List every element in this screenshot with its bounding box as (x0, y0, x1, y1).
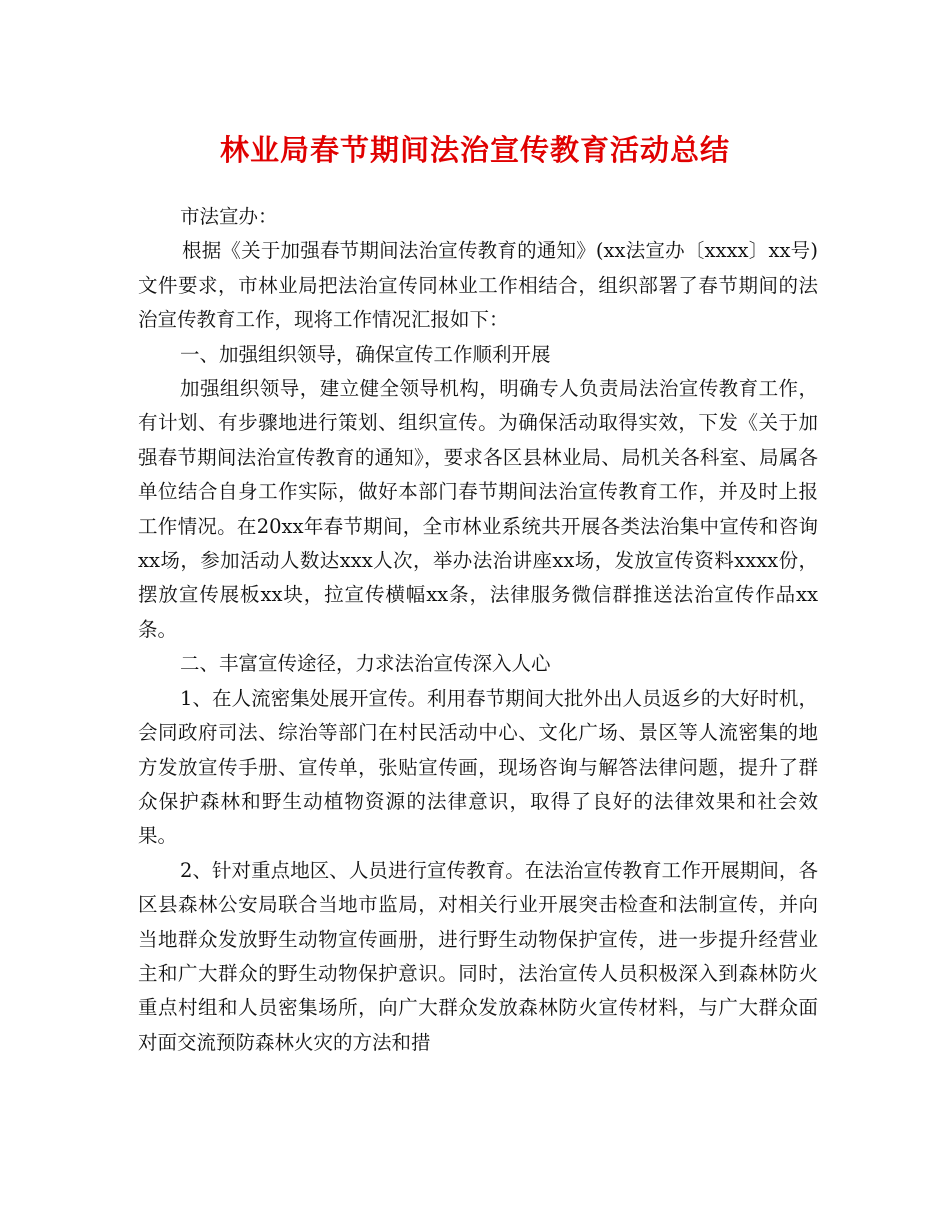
document-title: 林业局春节期间法治宣传教育活动总结 (219, 133, 730, 167)
section-heading-2: 二、丰富宣传途径，力求法治宣传深入人心 (180, 652, 551, 676)
salutation: 市法宣办： (180, 205, 278, 228)
document-body (138, 200, 818, 1060)
paragraph-item-1: 1、在人流密集处展开宣传。利用春节期间大批外出人员返乡的大好时机，会同政府司法、综治等部门在村民活动中心、文化广场、景区等人流密集的地方发放宣传手册、宣传单，张贴宣传画，现场咨询与解答法律问题，提升了群众保护森林和野生动植物资源的法律意识，取得了良好的法律效果和社会效果。 (138, 686, 818, 848)
paragraph-organization: 加强组织领导，建立健全领导机构，明确专人负责局法治宣传教育工作，有计划、有步骤地进行策划、组织宣传。为确保活动取得实效，下发《关于加强春节期间法治宣传教育的通知》，要求各区县林业局、局机关各科室、局属各单位结合自身工作实际，做好本部门春节期间法治宣传教育工作，并及时上报工作情况。在20xx年春节期间，全市林业系统共开展各类法治集中宣传和咨询xx场，参加活动人数达xxx人次，举办法治讲座xx场，发放宣传资料xxxx份，摆放宣传展板xx块，拉宣传横幅xx条，法律服务微信群推送法治宣传作品xx条。 (138, 377, 818, 641)
paragraph-intro: 根据《关于加强春节期间法治宣传教育的通知》(xx法宣办〔xxxx〕xx号)文件要求，市林业局把法治宣传同林业工作相结合，组织部署了春节期间的法治宣传教育工作，现将工作情况汇报如下： (138, 239, 818, 332)
paragraph-item-2: 2、针对重点地区、人员进行宣传教育。在法治宣传教育工作开展期间，各区县森林公安局联合当地市监局，对相关行业开展突击检查和法制宣传，并向当地群众发放野生动物宣传画册，进行野生动物保护宣传，进一步提升经营业主和广大群众的野生动物保护意识。同时，法治宣传人员积极深入到森林防火重点村组和人员密集场所，向广大群众发放森林防火宣传材料，与广大群众面对面交流预防森林火灾的方法和措 (138, 858, 818, 1054)
section-heading-1: 一、加强组织领导，确保宣传工作顺利开展 (180, 342, 551, 366)
